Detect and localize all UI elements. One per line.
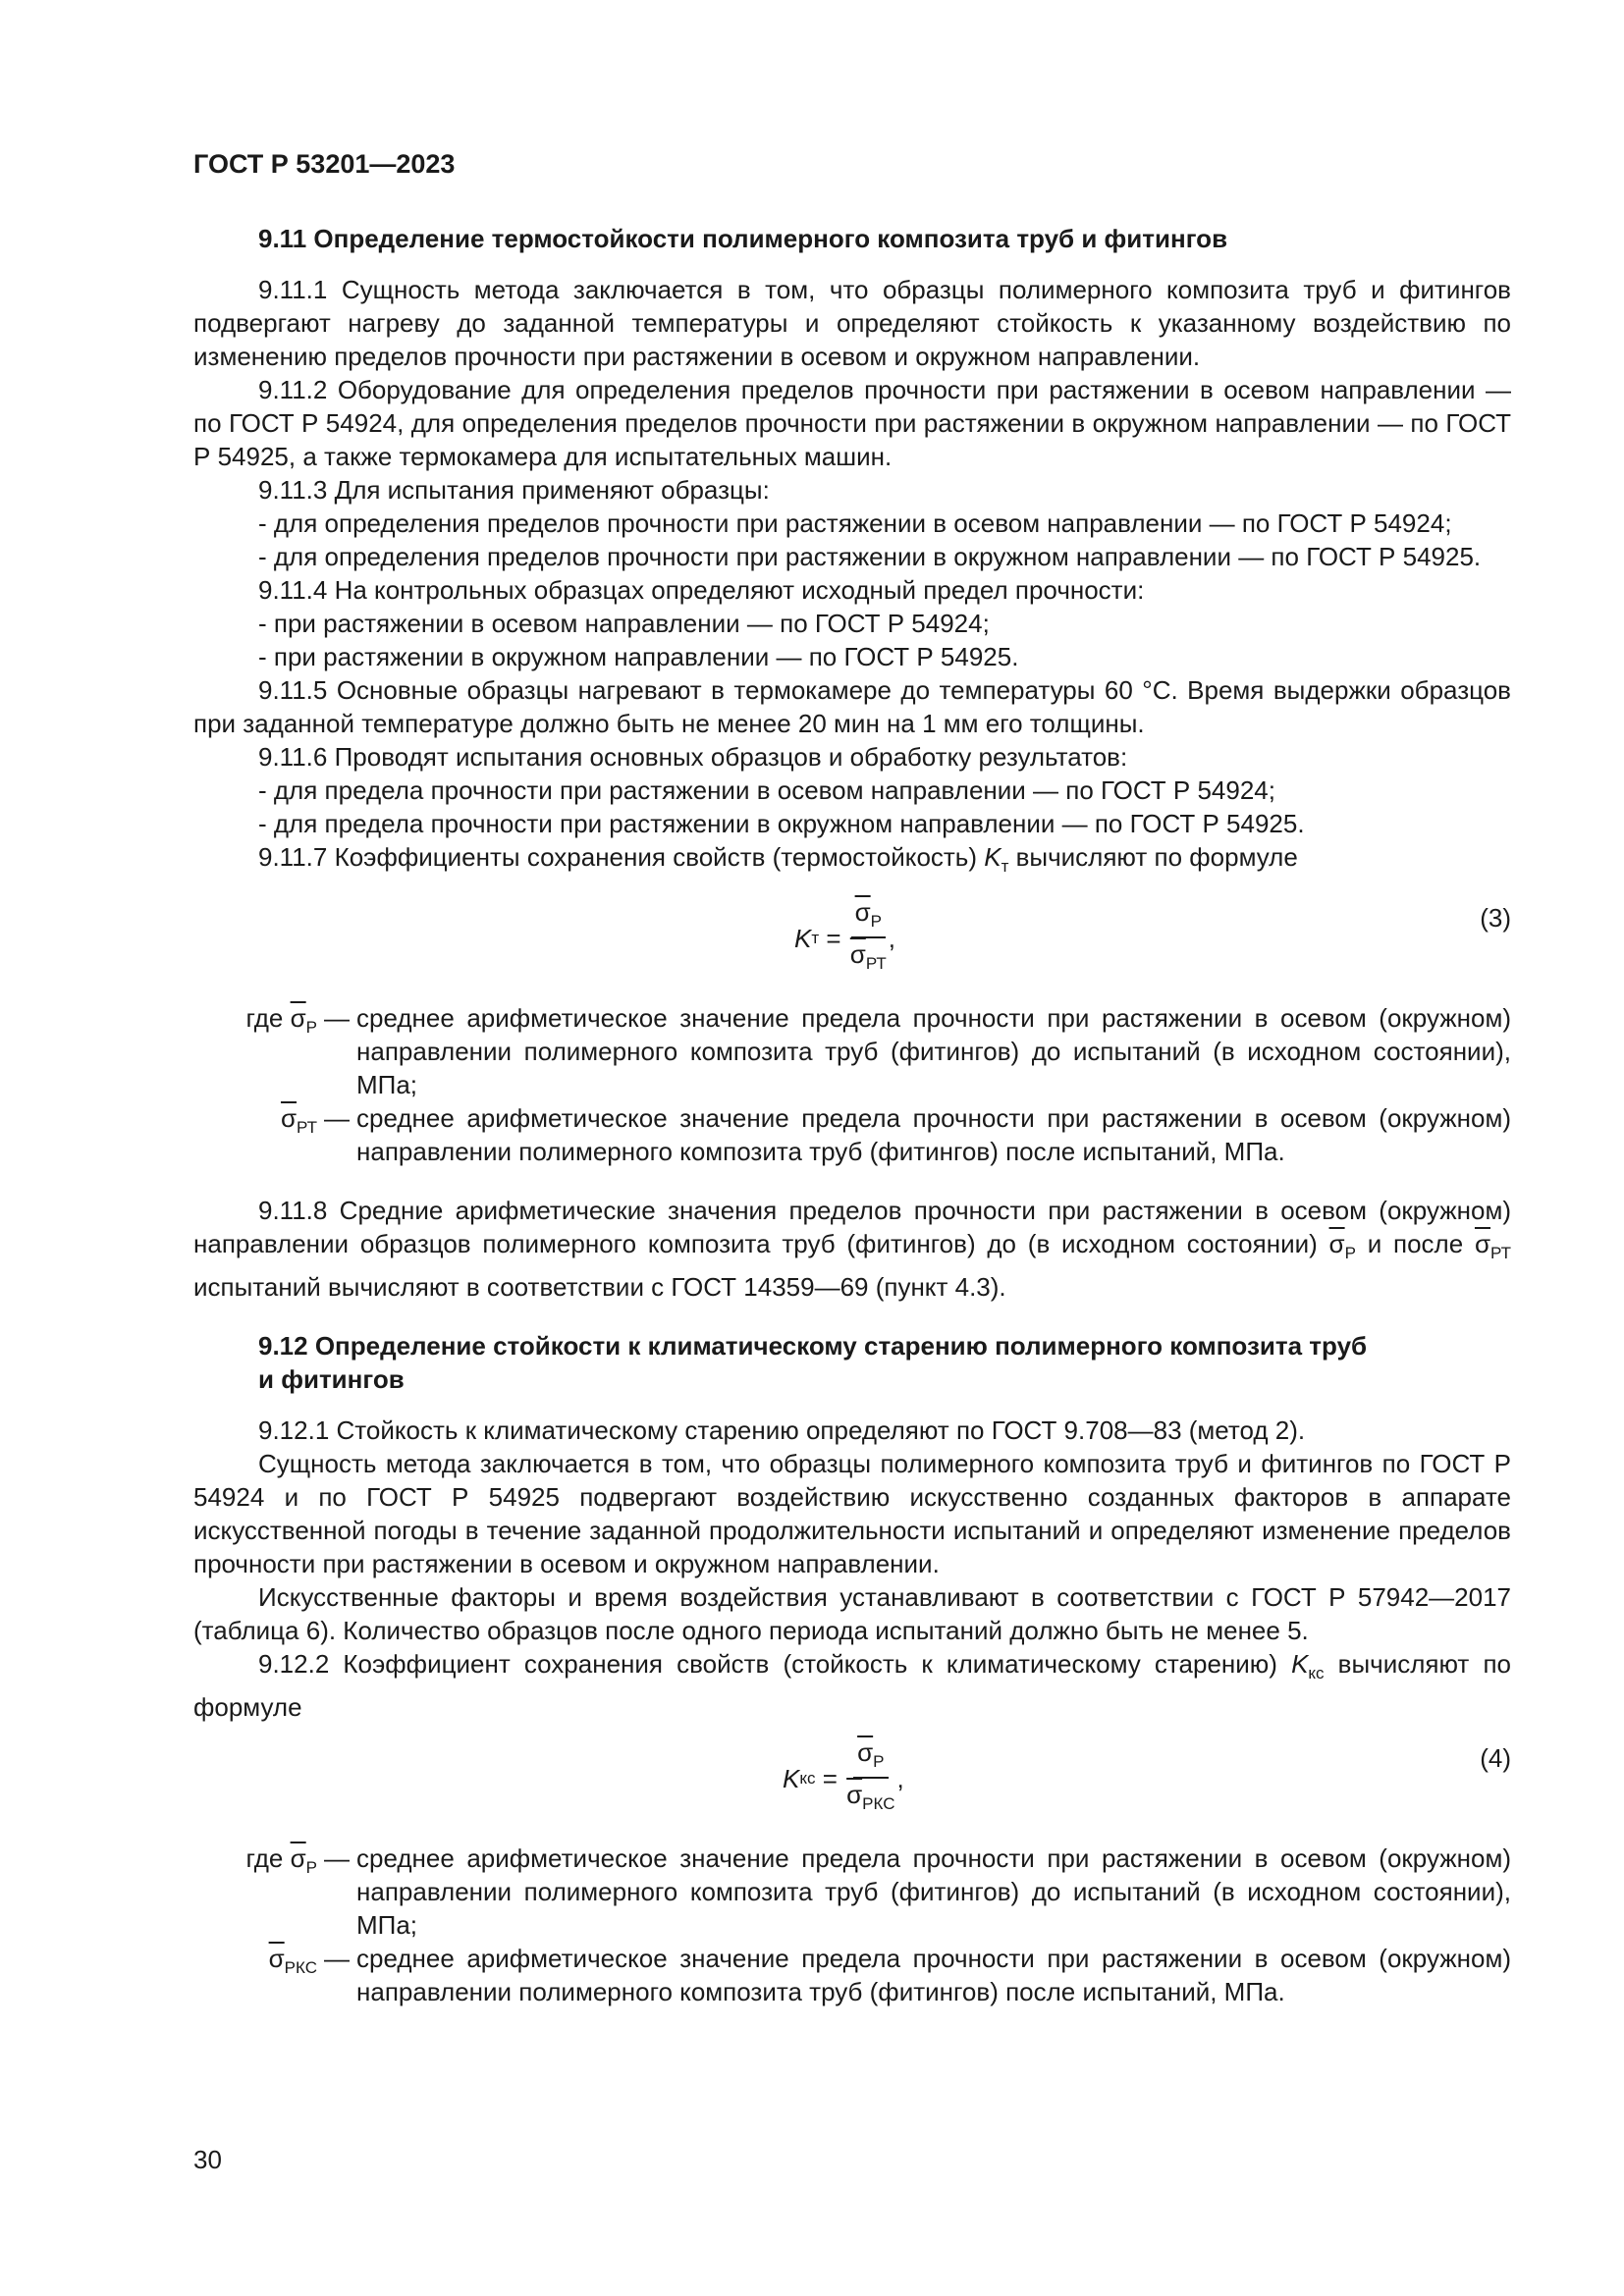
text: и после <box>1355 1229 1475 1258</box>
paragraph-9-11-4: 9.11.4 На контрольных образцах определяют исходный предел прочности: <box>258 575 1145 605</box>
text: 9.11.7 Коэффициенты сохранения свойств (термостойкость) <box>258 842 985 872</box>
sigma-subscript: РКС <box>862 1794 895 1813</box>
title-line: и фитингов <box>258 1364 405 1394</box>
fraction <box>846 1737 894 1820</box>
title-line: 9.12 Определение стойкости к климатическому старению полимерного композита труб <box>258 1331 1368 1361</box>
definition-symbol <box>193 1101 317 1168</box>
formula-number: (3) <box>1480 903 1511 933</box>
paragraph-9-12-2 <box>193 1647 1511 1724</box>
text: испытаний вычисляют в соответствии с ГОСТ 14359—69 (пункт 4.3). <box>193 1272 1006 1302</box>
fraction <box>850 897 887 980</box>
definition-dash: — <box>324 1843 350 1873</box>
subscript: кс <box>1308 1664 1325 1682</box>
definition-row <box>193 1001 1511 1101</box>
definition-dash: — <box>324 1103 350 1133</box>
variable-k: K <box>1291 1649 1309 1679</box>
formula-variable: K <box>783 1764 800 1793</box>
sigma-subscript: РТ <box>865 954 887 973</box>
text: вычисляют по формуле <box>193 1649 1511 1722</box>
list-item: - при растяжении в осевом направлении — по ГОСТ Р 54924; <box>258 609 990 638</box>
formula-4 <box>193 1737 1511 1816</box>
definition-row <box>193 1842 1511 1942</box>
definition-dash: — <box>324 1003 350 1033</box>
paragraph-9-11-1: 9.11.1 Сущность метода заключается в том, что образцы полимерного композита труб и фитингов подвергают нагреву до заданной температуры и определяют стойкость к указанному воздействию по изменению пределов прочности при растяжении в осевом и окружном направлении. <box>193 275 1511 371</box>
paragraph-9-11-7 <box>193 840 1511 883</box>
equals-sign: = <box>819 924 848 953</box>
formula-expression <box>783 1737 904 1820</box>
text: 9.12.2 Коэффициент сохранения свойств (стойкость к климатическому старению) <box>258 1649 1292 1679</box>
sigma-symbol: $\overline{\sigma}$ <box>857 1737 874 1767</box>
sigma-symbol: $\overline{\sigma}$ <box>268 1944 285 1973</box>
subscript: т <box>1001 857 1009 876</box>
definition-row <box>193 1101 1511 1168</box>
sigma-symbol: $\overline{\sigma}$ <box>854 897 871 927</box>
formula-3 <box>193 897 1511 976</box>
paragraph-method: Сущность метода заключается в том, что образцы полимерного композита труб и фитингов по ГОСТ Р 54924 и по ГОСТ Р 54925 подвергают воздействию искусственно созданных факторов в аппарате искусственной погоды в течение заданной продолжительности испытаний и определяют изменение пределов прочности при растяжении в осевом и окружном направлении. <box>193 1449 1511 1578</box>
formula-4-definitions <box>193 1842 1511 2008</box>
paragraph-9-12-1: 9.12.1 Стойкость к климатическому старению определяют по ГОСТ 9.708—83 (метод 2). <box>258 1415 1306 1445</box>
definition-dash: — <box>324 1944 350 1973</box>
equals-sign: = <box>815 1764 845 1793</box>
sigma-subscript: РТ <box>1490 1244 1511 1262</box>
sigma-subscript: РТ <box>297 1118 317 1137</box>
list-item: - для предела прочности при растяжении в осевом направлении — по ГОСТ Р 54924; <box>258 775 1275 805</box>
paragraph-9-11-2: 9.11.2 Оборудование для определения пределов прочности при растяжении в осевом направлении — по ГОСТ Р 54924, для определения пределов прочности при растяжении в окружном направлении — по ГОСТ Р 54925, а также термокамера для испытательных машин. <box>193 375 1511 471</box>
formula-subscript: кс <box>799 1769 816 1788</box>
sigma-subscript: Р <box>1344 1244 1356 1262</box>
section-9-12-title <box>193 1329 1511 1396</box>
sigma-subscript: Р <box>870 912 882 931</box>
formula-expression <box>794 897 895 980</box>
definition-text: среднее арифметическое значение предела прочности при растяжении в осевом (окружном) направлении полимерного композита труб (фитингов) после испытаний, МПа. <box>356 1944 1511 2006</box>
definition-text: среднее арифметическое значение предела прочности при растяжении в осевом (окружном) направлении полимерного композита труб (фитингов) до испытаний (в исходном состоянии), МПа; <box>356 1843 1511 1940</box>
text: 9.11.8 Средние арифметические значения пределов прочности при растяжении в осевом (окружном) направлении образцов полимерного композита труб (фитингов) до (в исходном состоянии) <box>193 1196 1511 1258</box>
paragraph-factors: Искусственные факторы и время воздействия устанавливают в соответствии с ГОСТ Р 57942—2017 (таблица 6). Количество образцов после одного периода испытаний должно быть не менее 5. <box>193 1582 1511 1645</box>
sigma-subscript: Р <box>305 1858 317 1877</box>
formula-subscript: т <box>811 929 820 947</box>
definition-text: среднее арифметическое значение предела прочности при растяжении в осевом (окружном) направлении полимерного композита труб (фитингов) до испытаний (в исходном состоянии), МПа; <box>356 1003 1511 1099</box>
fraction-denominator <box>850 938 887 980</box>
definition-symbol <box>193 1842 317 1942</box>
section-9-11-title: 9.11 Определение термостойкости полимерного композита труб и фитингов <box>258 224 1228 253</box>
document-body <box>193 222 1511 2034</box>
paragraph-9-11-3: 9.11.3 Для испытания применяют образцы: <box>258 475 770 505</box>
sigma-symbol: $\overline{\sigma}$ <box>846 1780 863 1809</box>
fraction-numerator <box>853 1737 888 1779</box>
sigma-subscript: Р <box>305 1018 317 1037</box>
text: вычисляют по формуле <box>1008 842 1298 872</box>
list-item: - для определения пределов прочности при растяжении в осевом направлении — по ГОСТ Р 54924; <box>258 508 1452 538</box>
sigma-symbol: $\overline{\sigma}$ <box>849 939 866 969</box>
sigma-symbol: $\overline{\sigma}$ <box>1474 1229 1491 1258</box>
fraction-numerator <box>851 897 886 938</box>
formula-3-definitions <box>193 1001 1511 1168</box>
definition-text: среднее арифметическое значение предела прочности при растяжении в осевом (окружном) направлении полимерного композита труб (фитингов) после испытаний, МПа. <box>356 1103 1511 1166</box>
sigma-symbol: $\overline{\sigma}$ <box>1328 1229 1345 1258</box>
list-item: - для предела прочности при растяжении в окружном направлении — по ГОСТ Р 54925. <box>258 809 1305 838</box>
definition-symbol <box>193 1942 317 2008</box>
page-number: 30 <box>193 2145 222 2174</box>
variable-k: K <box>984 842 1001 872</box>
formula-comma: , <box>896 1764 904 1793</box>
definition-row <box>193 1942 1511 2008</box>
formula-number: (4) <box>1480 1743 1511 1773</box>
sigma-subscript: Р <box>873 1752 885 1771</box>
list-item: - для определения пределов прочности при растяжении в окружном направлении — по ГОСТ Р 54925. <box>258 542 1482 571</box>
sigma-symbol: $\overline{\sigma}$ <box>290 1003 306 1033</box>
paragraph-9-11-6: 9.11.6 Проводят испытания основных образцов и обработку результатов: <box>258 742 1128 772</box>
fraction-denominator <box>846 1779 894 1820</box>
paragraph-9-11-5: 9.11.5 Основные образцы нагревают в термокамере до температуры 60 °С. Время выдержки образцов при заданной температуре должно быть не менее 20 мин на 1 мм его толщины. <box>193 675 1511 738</box>
where-label: где <box>245 1843 291 1873</box>
formula-variable: K <box>794 924 812 953</box>
sigma-symbol: $\overline{\sigma}$ <box>290 1843 306 1873</box>
list-item: - при растяжении в окружном направлении — по ГОСТ Р 54925. <box>258 642 1019 671</box>
where-label: где <box>245 1003 291 1033</box>
sigma-subscript: РКС <box>284 1958 317 1977</box>
definition-symbol <box>193 1001 317 1101</box>
formula-comma: , <box>888 924 896 953</box>
paragraph-9-11-8 <box>193 1194 1511 1304</box>
sigma-symbol: $\overline{\sigma}$ <box>280 1103 298 1133</box>
document-header: ГОСТ Р 53201—2023 <box>193 149 456 179</box>
